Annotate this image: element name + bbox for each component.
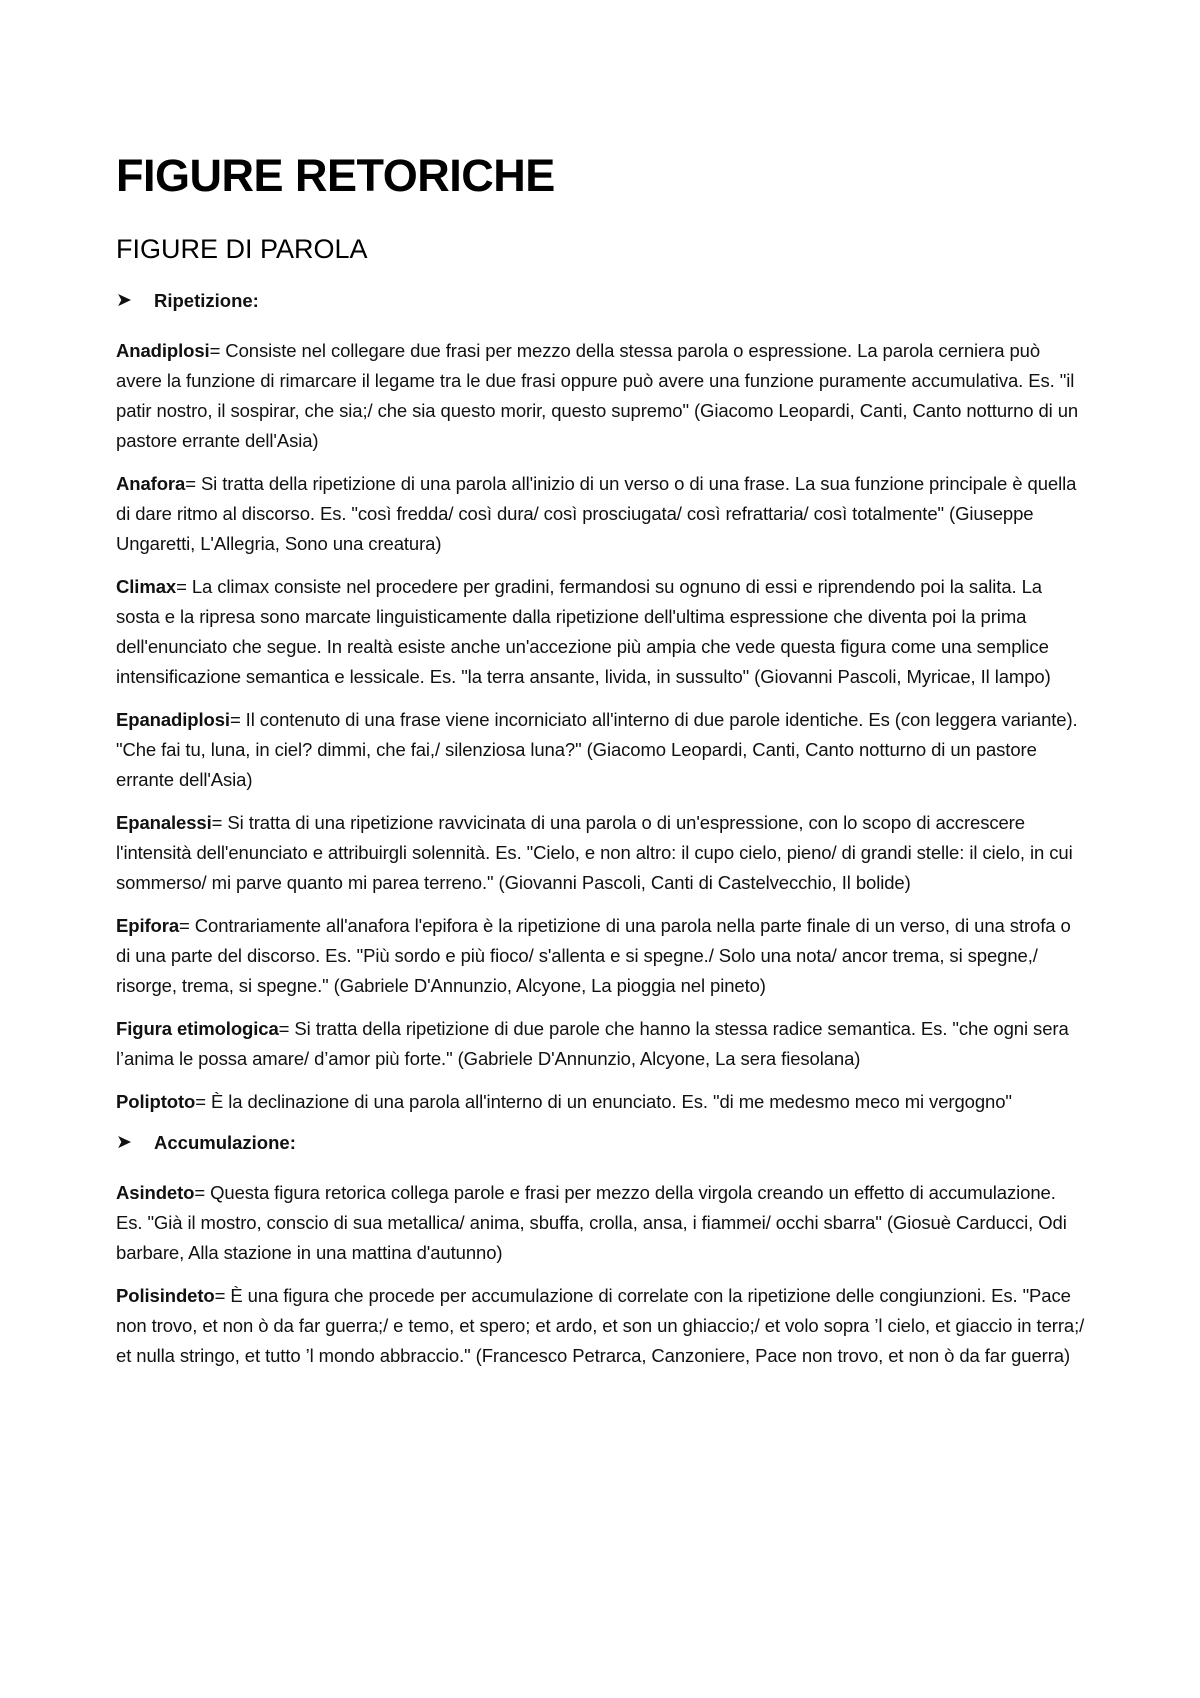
entry-climax: [116, 572, 1086, 692]
entry-term: Climax: [116, 576, 177, 597]
section-heading-accumulazione: [116, 1130, 1086, 1156]
entry-epanadiplosi: [116, 705, 1086, 795]
entry-term: Polisindeto: [116, 1285, 215, 1306]
entry-definition: = Si tratta della ripetizione di una parola all'inizio di un verso o di una frase. La sua funzione principale è quella di dare ritmo al discorso. Es. "così fredda/ così dura/ così prosciugata/ così refrattaria/ così totalmente" (Giuseppe Ungaretti, L'Allegria, Sono una creatura): [116, 473, 1077, 554]
entry-anadiplosi: [116, 336, 1086, 456]
entry-poliptoto: [116, 1087, 1086, 1117]
document-content: [116, 150, 1086, 1384]
section-label: Ripetizione:: [154, 290, 259, 311]
entry-term: Anafora: [116, 473, 186, 494]
entry-definition: = La climax consiste nel procedere per gradini, fermandosi su ognuno di essi e riprendendo poi la salita. La sosta e la ripresa sono marcate linguisticamente dalla ripetizione dell'ultima espressione che diventa poi la prima dell'enunciato che segue. In realtà esiste anche un'accezione più ampia che vede questa figura come una semplice intensificazione semantica e lessicale. Es. "la terra ansante, livida, in sussulto" (Giovanni Pascoli, Myricae, Il lampo): [116, 576, 1051, 687]
entry-figura-etimologica: [116, 1014, 1086, 1074]
section-label: Accumulazione:: [154, 1132, 296, 1153]
entry-definition: = È la declinazione di una parola all'interno di un enunciato. Es. "di me medesmo meco mi vergogno": [195, 1091, 1012, 1112]
arrowhead-bullet-icon: ➤: [116, 290, 132, 311]
document-title: FIGURE RETORICHE: [116, 150, 555, 201]
document-subtitle: FIGURE DI PAROLA: [116, 234, 368, 264]
entry-term: Poliptoto: [116, 1091, 196, 1112]
entry-term: Asindeto: [116, 1182, 195, 1203]
entry-definition: = Consiste nel collegare due frasi per mezzo della stessa parola o espressione. La parola cerniera può avere la funzione di rimarcare il legame tra le due frasi oppure può avere una funzione puramente accumulativa. Es. "il patir nostro, il sospirar, che sia;/ che sia questo morir, questo supremo" (Giacomo Leopardi, Canti, Canto notturno di un pastore errante dell'Asia): [116, 340, 1079, 451]
entry-epifora: [116, 911, 1086, 1001]
entry-anafora: [116, 469, 1086, 559]
entry-term: Epifora: [116, 915, 180, 936]
entry-term: Anadiplosi: [116, 340, 210, 361]
entry-term: Epanadiplosi: [116, 709, 230, 730]
section-heading-ripetizione: [116, 288, 1086, 314]
entry-definition: = Contrariamente all'anafora l'epifora è la ripetizione di una parola nella parte finale di un verso, di una strofa o di una parte del discorso. Es. "Più sordo e più fioco/ s'allenta e si spegne./ Solo una nota/ ancor trema, si spegne,/ risorge, trema, si spegne." (Gabriele D'Annunzio, Alcyone, La pioggia nel pineto): [116, 915, 1071, 996]
entry-asindeto: [116, 1178, 1086, 1268]
entry-term: Figura etimologica: [116, 1018, 279, 1039]
entry-definition: = Il contenuto di una frase viene incorniciato all'interno di due parole identiche. Es (con leggera variante). "Che fai tu, luna, in ciel? dimmi, che fai,/ silenziosa luna?" (Giacomo Leopardi, Canti, Canto notturno di un pastore errante dell'Asia): [116, 709, 1078, 790]
arrowhead-bullet-icon: ➤: [116, 1132, 132, 1153]
entry-polisindeto: [116, 1281, 1086, 1371]
entry-term: Epanalessi: [116, 812, 212, 833]
entry-epanalessi: [116, 808, 1086, 898]
entry-definition: = Questa figura retorica collega parole e frasi per mezzo della virgola creando un effetto di accumulazione. Es. "Già il mostro, conscio di sua metallica/ anima, sbuffa, crolla, ansa, i fiammei/ occhi sbarra" (Giosuè Carducci, Odi barbare, Alla stazione in una mattina d'autunno): [116, 1182, 1067, 1263]
entry-definition: = Si tratta di una ripetizione ravvicinata di una parola o di un'espressione, con lo scopo di accrescere l'intensità dell'enunciato e attribuirgli solennità. Es. "Cielo, e non altro: il cupo cielo, pieno/ di grandi stelle: il cielo, in cui sommerso/ mi parve quanto mi parea terreno." (Giovanni Pascoli, Canti di Castelvecchio, Il bolide): [116, 812, 1073, 893]
entry-definition: = È una figura che procede per accumulazione di correlate con la ripetizione delle congiunzioni. Es. "Pace non trovo, et non ò da far guerra;/ e temo, et spero; et ardo, et son un ghiaccio;/ et volo sopra ’l cielo, et giaccio in terra;/ et nulla stringo, et tutto ’l mondo abbraccio." (Francesco Petrarca, Canzoniere, Pace non trovo, et non ò da far guerra): [116, 1285, 1085, 1366]
entry-definition: = Si tratta della ripetizione di due parole che hanno la stessa radice semantica. Es. "che ogni sera l’anima le possa amare/ d’amor più forte." (Gabriele D'Annunzio, Alcyone, La sera fiesolana): [116, 1018, 1069, 1069]
